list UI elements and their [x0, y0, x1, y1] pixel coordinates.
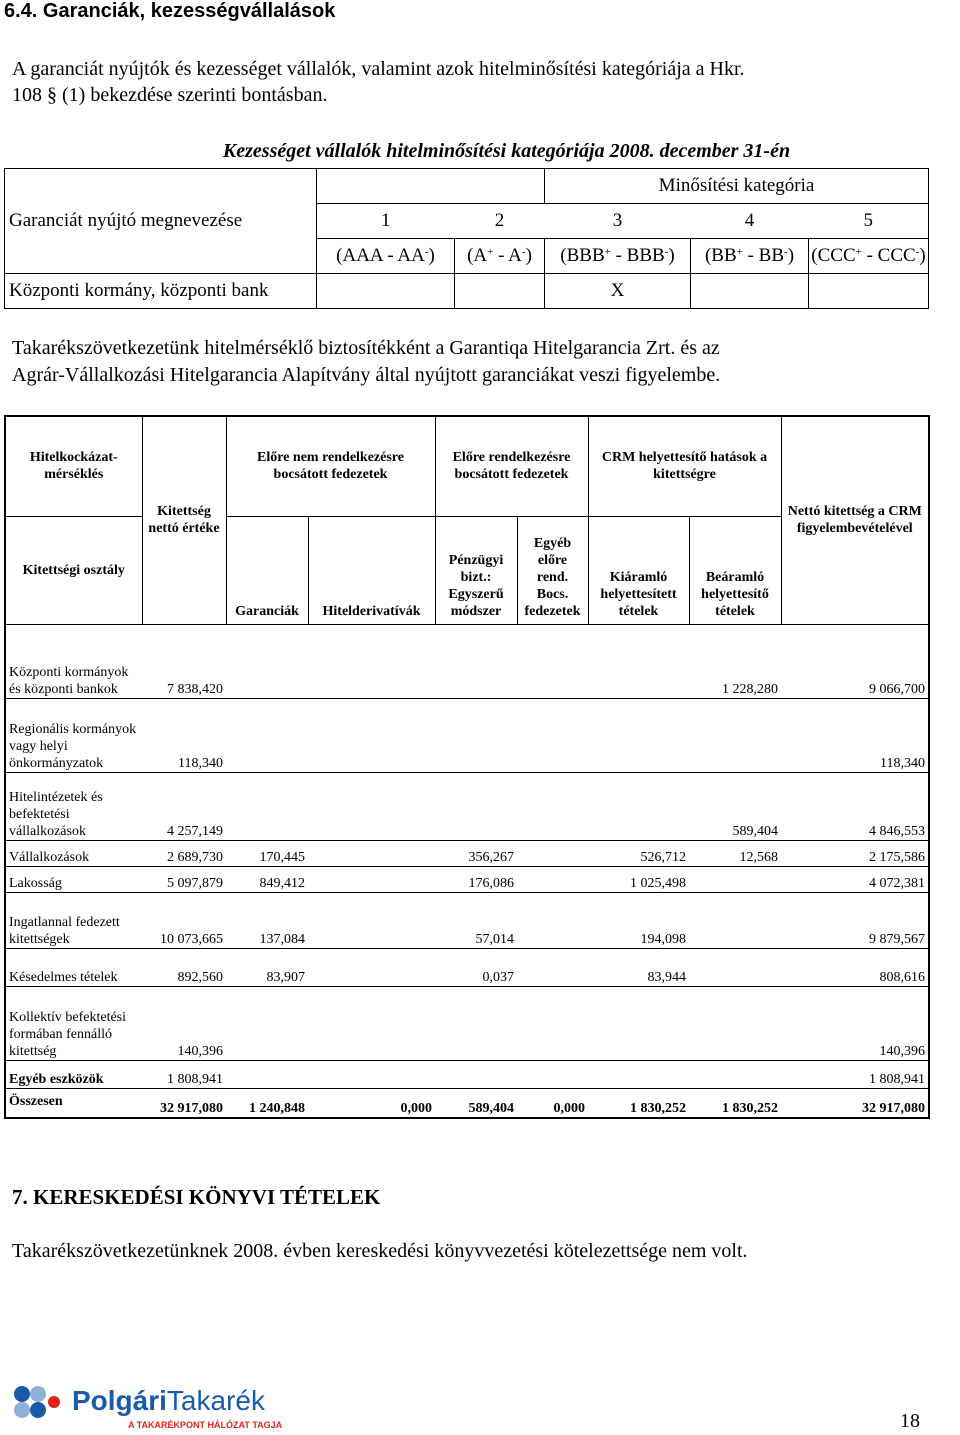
- row-value: [689, 892, 781, 948]
- row-value: 9 879,567: [781, 892, 929, 948]
- row-value: [588, 1060, 689, 1088]
- row-value: [226, 772, 308, 840]
- row-value: [308, 840, 435, 866]
- table-row: [5, 986, 929, 1060]
- row-value: 140,396: [142, 986, 226, 1060]
- rating-number-1: 1: [317, 204, 455, 239]
- row-value: [517, 624, 588, 698]
- rating-table: [4, 134, 929, 309]
- row-value: [308, 1060, 435, 1088]
- intro-line-2: 108 § (1) bekezdése szerinti bontásban.: [12, 84, 328, 106]
- row-value: 892,560: [142, 948, 226, 986]
- row-value: [308, 624, 435, 698]
- total-derivatives: 0,000: [308, 1088, 435, 1118]
- row-value: 2 689,730: [142, 840, 226, 866]
- table-row: [5, 866, 929, 892]
- rating-number-2: 2: [455, 204, 545, 239]
- row-value: [308, 986, 435, 1060]
- row-label: Regionális kormányok vagy helyi önkormányzatok: [5, 698, 142, 772]
- row-value: [308, 892, 435, 948]
- provider-column-header: Garanciát nyújtó megnevezése: [5, 204, 317, 239]
- logo-mark-icon: [14, 1386, 60, 1418]
- row-value: 526,712: [588, 840, 689, 866]
- provider-row-label: Központi kormány, központi bank: [5, 274, 317, 309]
- row-value: 849,412: [226, 866, 308, 892]
- row-value: 0,037: [435, 948, 517, 986]
- row-value: 7 838,420: [142, 624, 226, 698]
- logo-wordmark: PolgáriTakarék: [72, 1385, 265, 1416]
- header-funded-protection: Előre rendelkezésre bocsátott fedezetek: [435, 416, 588, 516]
- row-value: 4 846,553: [781, 772, 929, 840]
- row-value: [689, 866, 781, 892]
- section-heading: 6.4. Garanciák, kezességvállalások: [4, 0, 336, 22]
- crm-table-body: [5, 624, 929, 1088]
- row-label: Vállalkozások: [5, 840, 142, 866]
- row-label: Késedelmes tételek: [5, 948, 142, 986]
- row-value: 808,616: [781, 948, 929, 986]
- header-other-funded: Egyéb előre rend. Bocs. fedezetek: [517, 516, 588, 624]
- table-row: [5, 892, 929, 948]
- table-row: [5, 698, 929, 772]
- row-value: [226, 986, 308, 1060]
- row-value: 356,267: [435, 840, 517, 866]
- rating-mark: X: [545, 274, 691, 309]
- row-value: [308, 698, 435, 772]
- total-row-label: Összesen: [5, 1088, 142, 1118]
- row-value: [435, 698, 517, 772]
- rating-table-title: Kezességet vállalók hitelminősítési kategóriája 2008. december 31-én: [5, 134, 929, 169]
- row-value: 4 072,381: [781, 866, 929, 892]
- header-crm-effects: CRM helyettesítő hatások a kitettségre: [588, 416, 781, 516]
- row-label: Ingatlannal fedezett kitettségek: [5, 892, 142, 948]
- row-value: [435, 1060, 517, 1088]
- header-inflow: Beáramló helyettesítő tételek: [689, 516, 781, 624]
- row-value: [689, 698, 781, 772]
- row-label: Egyéb eszközök: [5, 1060, 142, 1088]
- row-value: 1 808,941: [142, 1060, 226, 1088]
- row-value: 4 257,149: [142, 772, 226, 840]
- row-value: [517, 948, 588, 986]
- row-value: [308, 948, 435, 986]
- paragraph-line-2: Agrár-Vállalkozási Hitelgarancia Alapítvány által nyújtott garanciákat veszi figyelembe.: [12, 364, 721, 386]
- table-row: [5, 624, 929, 698]
- total-financial: 589,404: [435, 1088, 517, 1118]
- rating-category-header: Minősítési kategória: [545, 169, 929, 204]
- row-value: [435, 624, 517, 698]
- total-guarantees: 1 240,848: [226, 1088, 308, 1118]
- row-value: 10 073,665: [142, 892, 226, 948]
- row-value: [517, 892, 588, 948]
- row-label: Kollektív befektetési formában fennálló kitettség: [5, 986, 142, 1060]
- row-value: 57,014: [435, 892, 517, 948]
- row-label: Központi kormányok és központi bankok: [5, 624, 142, 698]
- row-value: [517, 866, 588, 892]
- rating-number-5: 5: [809, 204, 929, 239]
- row-value: 5 097,879: [142, 866, 226, 892]
- section-7-title: 7. KERESKEDÉSI KÖNYVI TÉTELEK: [12, 1185, 381, 1209]
- row-value: [588, 698, 689, 772]
- total-net-exposure: 32 917,080: [142, 1088, 226, 1118]
- row-value: [517, 698, 588, 772]
- total-other-funded: 0,000: [517, 1088, 588, 1118]
- table-row: [5, 772, 929, 840]
- row-value: [308, 866, 435, 892]
- total-inflow: 1 830,252: [689, 1088, 781, 1118]
- table-row: [5, 840, 929, 866]
- row-value: [588, 772, 689, 840]
- row-label: Hitelintézetek és befektetési vállalkozások: [5, 772, 142, 840]
- table-row: [5, 948, 929, 986]
- row-value: [689, 948, 781, 986]
- row-value: [689, 1060, 781, 1088]
- row-value: [517, 1060, 588, 1088]
- row-value: [689, 986, 781, 1060]
- header-financial-collateral: Pénzügyi bizt.: Egyszerű módszer: [435, 516, 517, 624]
- header-net-exposure: Kitettség nettó értéke: [142, 416, 226, 624]
- row-value: 194,098: [588, 892, 689, 948]
- row-value: [517, 840, 588, 866]
- row-value: [588, 986, 689, 1060]
- total-outflow: 1 830,252: [588, 1088, 689, 1118]
- row-label: Lakosság: [5, 866, 142, 892]
- row-value: 12,568: [689, 840, 781, 866]
- row-value: 1 025,498: [588, 866, 689, 892]
- crm-table: [4, 415, 930, 1119]
- row-value: 118,340: [142, 698, 226, 772]
- row-value: [435, 986, 517, 1060]
- row-value: 1 808,941: [781, 1060, 929, 1088]
- row-value: 118,340: [781, 698, 929, 772]
- row-value: 176,086: [435, 866, 517, 892]
- header-credit-derivatives: Hitelderivatívák: [308, 516, 435, 624]
- row-value: 2 175,586: [781, 840, 929, 866]
- rating-range-1: (AAA - AA-): [317, 239, 455, 274]
- paragraph-line-1: Takarékszövetkezetünk hitelmérséklő biztosítékként a Garantiqa Hitelgarancia Zrt. és az: [12, 337, 720, 359]
- header-guarantees: Garanciák: [226, 516, 308, 624]
- row-value: 140,396: [781, 986, 929, 1060]
- row-value: 589,404: [689, 772, 781, 840]
- row-value: [226, 624, 308, 698]
- rating-range-2: (A+ - A-): [455, 239, 545, 274]
- row-value: [435, 772, 517, 840]
- section-7-text: Takarékszövetkezetünknek 2008. évben kereskedési könyvvezetési kötelezettsége nem volt.: [12, 1240, 748, 1262]
- rating-range-5: (CCC+ - CCC-): [809, 239, 929, 274]
- table-row: [5, 1060, 929, 1088]
- row-value: [308, 772, 435, 840]
- header-outflow: Kiáramló helyettesített tételek: [588, 516, 689, 624]
- row-value: 83,944: [588, 948, 689, 986]
- row-value: 137,084: [226, 892, 308, 948]
- intro-line-1: A garanciát nyújtók és kezességet vállalók, valamint azok hitelminősítési kategóriája a Hkr.: [12, 58, 745, 80]
- rating-number-4: 4: [691, 204, 809, 239]
- row-value: 9 066,700: [781, 624, 929, 698]
- row-value: [517, 772, 588, 840]
- row-value: 1 228,280: [689, 624, 781, 698]
- logo-tagline: A TAKARÉKPONT HÁLÓZAT TAGJA: [128, 1420, 283, 1430]
- header-risk-mitigation: Hitelkockázat-mérséklés: [5, 416, 142, 516]
- row-value: [226, 698, 308, 772]
- total-net-after-crm: 32 917,080: [781, 1088, 929, 1118]
- header-unfunded-protection: Előre nem rendelkezésre bocsátott fedezetek: [226, 416, 435, 516]
- rating-number-3: 3: [545, 204, 691, 239]
- header-exposure-class: Kitettségi osztály: [5, 516, 142, 624]
- row-value: 170,445: [226, 840, 308, 866]
- header-net-after-crm: Nettó kitettség a CRM figyelembevételével: [781, 416, 929, 624]
- row-value: [588, 624, 689, 698]
- polgari-takarek-logo: [6, 1378, 288, 1434]
- rating-range-4: (BB+ - BB-): [691, 239, 809, 274]
- page-number: 18: [900, 1410, 920, 1432]
- rating-range-3: (BBB+ - BBB-): [545, 239, 691, 274]
- row-value: 83,907: [226, 948, 308, 986]
- row-value: [517, 986, 588, 1060]
- row-value: [226, 1060, 308, 1088]
